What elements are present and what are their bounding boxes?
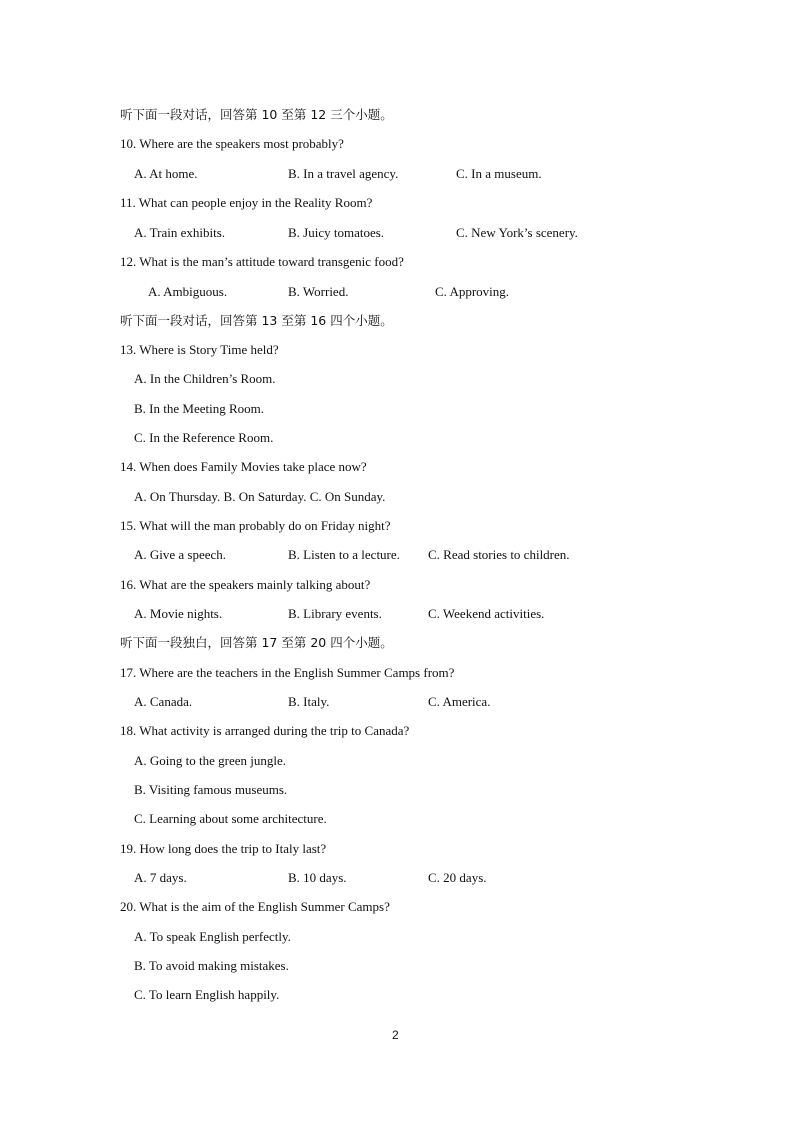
question-20: 20. What is the aim of the English Summer Camps? [120, 899, 390, 914]
q15-option-a: A. Give a speech. [134, 547, 227, 562]
question-14: 14. When does Family Movies take place now? [120, 459, 367, 474]
q18-option-c: C. Learning about some architecture. [134, 811, 327, 826]
q19-option-b: B. 10 days. [288, 870, 347, 885]
question-13: 13. Where is Story Time held? [120, 342, 279, 357]
q11-option-a: A. Train exhibits. [134, 225, 226, 240]
question-18: 18. What activity is arranged during the trip to Canada? [120, 723, 410, 738]
question-10: 10. Where are the speakers most probably? [120, 136, 344, 151]
section-instruction-2: 听下面一段对话，回答第 13 至第 16 四个小题。 [120, 313, 393, 328]
q19-option-a: A. 7 days. [134, 870, 187, 885]
q19-option-c: C. 20 days. [428, 870, 487, 885]
section-instruction-3: 听下面一段独白，回答第 17 至第 20 四个小题。 [120, 635, 393, 650]
q14-options: A. On Thursday. B. On Saturday. C. On Sunday. [134, 489, 386, 504]
q10-option-a: A. At home. [134, 166, 198, 181]
q16-option-b: B. Library events. [288, 606, 382, 621]
question-17: 17. Where are the teachers in the English Summer Camps from? [120, 665, 455, 680]
q17-option-c: C. America. [428, 694, 491, 709]
q20-option-b: B. To avoid making mistakes. [134, 958, 289, 973]
q12-option-c: C. Approving. [435, 284, 510, 299]
question-19: 19. How long does the trip to Italy last? [120, 841, 327, 856]
q16-option-c: C. Weekend activities. [428, 606, 545, 621]
q20-option-c: C. To learn English happily. [134, 987, 280, 1002]
q13-option-c: C. In the Reference Room. [134, 430, 274, 445]
q20-option-a: A. To speak English perfectly. [134, 929, 291, 944]
q13-option-a: A. In the Children’s Room. [134, 371, 276, 386]
question-11: 11. What can people enjoy in the Reality Room? [120, 195, 373, 210]
q10-option-c: C. In a museum. [456, 166, 542, 181]
q15-option-b: B. Listen to a lecture. [288, 547, 400, 562]
q11-option-c: C. New York’s scenery. [456, 225, 578, 240]
question-12: 12. What is the man’s attitude toward transgenic food? [120, 254, 404, 269]
q18-option-b: B. Visiting famous museums. [134, 782, 288, 797]
question-16: 16. What are the speakers mainly talking about? [120, 577, 371, 592]
q10-option-b: B. In a travel agency. [288, 166, 399, 181]
q17-option-b: B. Italy. [288, 694, 330, 709]
q12-option-a: A. Ambiguous. [148, 284, 228, 299]
page-number: 2 [392, 1028, 399, 1042]
question-15: 15. What will the man probably do on Friday night? [120, 518, 391, 533]
q16-option-a: A. Movie nights. [134, 606, 223, 621]
q12-option-b: B. Worried. [288, 284, 349, 299]
q17-option-a: A. Canada. [134, 694, 193, 709]
q13-option-b: B. In the Meeting Room. [134, 401, 264, 416]
q15-option-c: C. Read stories to children. [428, 547, 570, 562]
q11-option-b: B. Juicy tomatoes. [288, 225, 385, 240]
section-instruction-1: 听下面一段对话，回答第 10 至第 12 三个小题。 [120, 107, 393, 122]
q18-option-a: A. Going to the green jungle. [134, 753, 286, 768]
